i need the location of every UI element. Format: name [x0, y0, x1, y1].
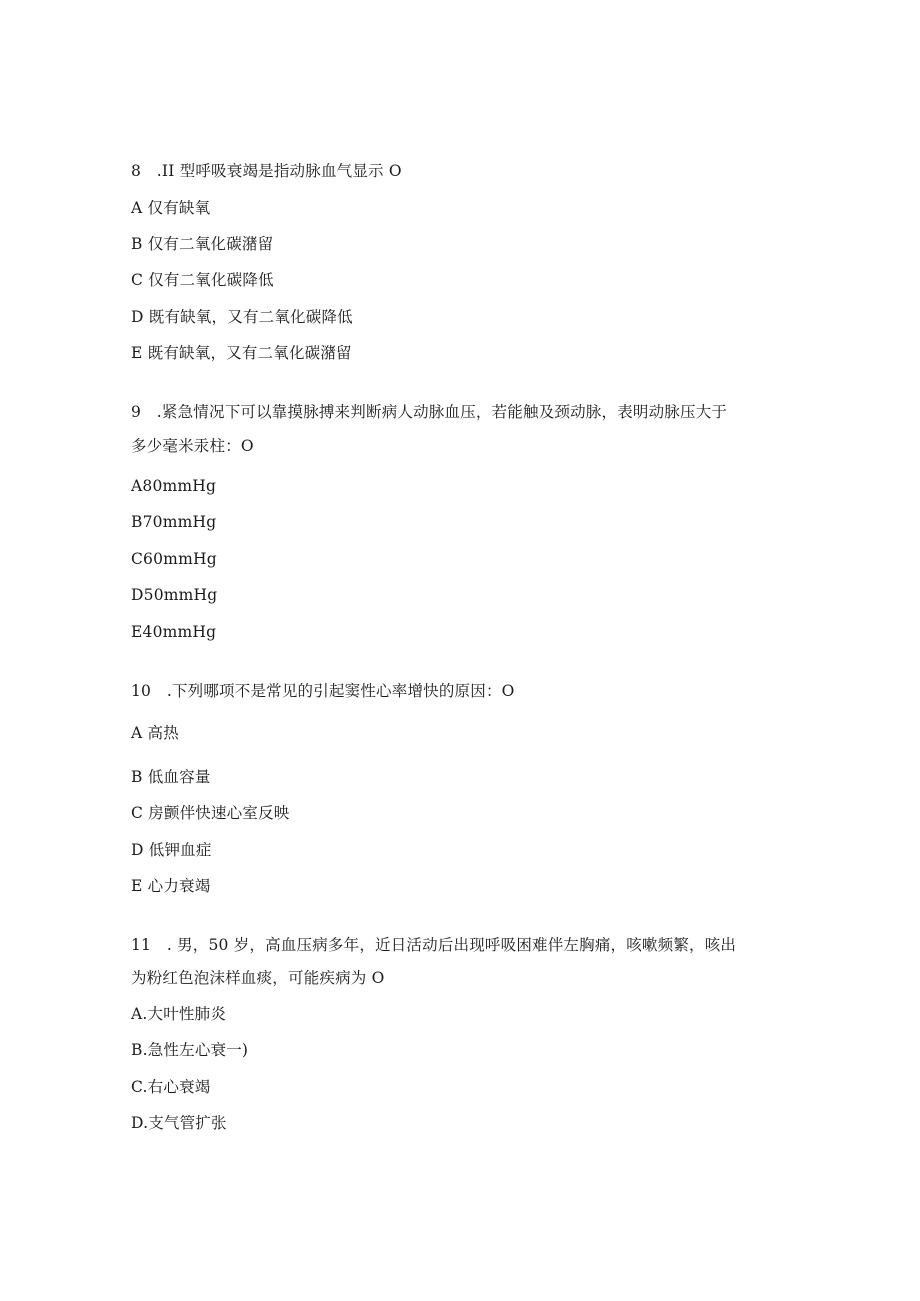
question-9-option-b: B70mmHg — [131, 513, 217, 531]
question-10-option-c: C 房颤伴快速心室反映 — [131, 804, 290, 822]
question-10-option-e: E 心力衰竭 — [131, 877, 211, 895]
question-11-option-b: B.急性左心衰一) — [131, 1041, 249, 1059]
question-10-option-a: A 高热 — [131, 724, 179, 742]
question-9-stem-line-2: 多少毫米汞柱：O — [131, 437, 254, 455]
question-10-option-b: B 低血容量 — [131, 768, 211, 786]
question-8-option-a: A 仅有缺氧 — [131, 199, 211, 217]
question-9-stem-line-1: 9 .紧急情况下可以靠摸脉搏来判断病人动脉血压，若能触及颈动脉，表明动脉压大于 — [131, 403, 728, 421]
question-10-stem: 10 .下列哪项不是常见的引起窦性心率增快的原因：O — [131, 682, 515, 700]
question-11-stem-line-1: 11 . 男，50 岁，高血压病多年，近日活动后出现呼吸困难伴左胸痛，咳嗽频繁，咳出 — [131, 936, 737, 954]
question-8-option-b: B 仅有二氧化碳潴留 — [131, 235, 274, 253]
question-10-option-d: D 低钾血症 — [131, 841, 212, 859]
question-9-option-e: E40mmHg — [131, 623, 217, 641]
question-9-option-c: C60mmHg — [131, 550, 217, 568]
question-8-option-d: D 既有缺氧，又有二氧化碳降低 — [131, 308, 353, 326]
question-11-option-a: A.大叶性肺炎 — [131, 1005, 227, 1023]
question-11-option-c: C.右心衰竭 — [131, 1078, 211, 1096]
question-8-stem: 8 .II 型呼吸衰竭是指动脉血气显示 O — [131, 162, 402, 180]
question-11-stem-line-2: 为粉红色泡沫样血痰，可能疾病为 O — [131, 969, 385, 987]
question-8-option-c: C 仅有二氧化碳降低 — [131, 271, 274, 289]
question-9-option-a: A80mmHg — [131, 477, 217, 495]
question-11-option-d: D.支气管扩张 — [131, 1114, 227, 1132]
question-9-option-d: D50mmHg — [131, 586, 218, 604]
question-8-option-e: E 既有缺氧，又有二氧化碳潴留 — [131, 344, 352, 362]
